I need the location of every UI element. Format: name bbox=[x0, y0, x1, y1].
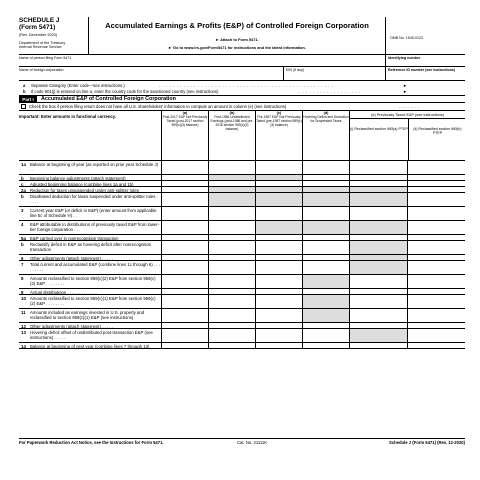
table-row bbox=[19, 261, 465, 275]
amount-cell[interactable] bbox=[407, 343, 465, 348]
amount-cell[interactable] bbox=[255, 261, 302, 274]
table-row bbox=[19, 221, 465, 235]
amount-cell[interactable] bbox=[407, 275, 465, 288]
amount-cell[interactable] bbox=[208, 207, 255, 220]
amount-cell[interactable] bbox=[302, 235, 349, 240]
reference-id-field[interactable]: Reference ID number (see instructions) bbox=[388, 68, 456, 72]
amount-cell[interactable] bbox=[407, 289, 465, 294]
col-c-header bbox=[255, 111, 302, 161]
col-e-title: (e) Previously Taxed E&P (see instructions) bbox=[350, 111, 465, 119]
amount-cell bbox=[208, 187, 255, 192]
amount-cell[interactable] bbox=[161, 235, 208, 240]
amount-cell[interactable] bbox=[349, 275, 407, 288]
important-note bbox=[19, 114, 116, 119]
amount-cell[interactable] bbox=[349, 235, 407, 240]
title-block bbox=[89, 17, 385, 55]
amount-cell bbox=[255, 175, 302, 180]
table-row bbox=[19, 275, 465, 289]
amount-cell[interactable] bbox=[407, 207, 465, 220]
amount-cell[interactable] bbox=[208, 309, 255, 322]
amount-cell[interactable] bbox=[407, 323, 465, 328]
line-a-arrow: ► bbox=[403, 83, 408, 88]
amount-cell[interactable] bbox=[302, 289, 349, 294]
amount-cell[interactable] bbox=[407, 309, 465, 322]
amount-cell[interactable] bbox=[349, 175, 407, 180]
line-description: Other adjustments (attach statement) . . . . . bbox=[30, 323, 113, 329]
foreign-corp-name-field[interactable]: Name of foreign corporation bbox=[19, 68, 64, 72]
line-description: Reclassify deficit in E&P as hovering deficit after nonrecognition transaction bbox=[30, 241, 152, 253]
amount-cell[interactable] bbox=[349, 207, 407, 220]
part1-title: Accumulated E&P of Controlled Foreign Corporation bbox=[41, 96, 176, 102]
line-number: 5a bbox=[21, 236, 26, 241]
amount-cell bbox=[349, 193, 407, 206]
line-number: 7 bbox=[21, 262, 24, 267]
dept-line2: Internal Revenue Service bbox=[19, 45, 62, 50]
amount-cell bbox=[349, 187, 407, 192]
amount-cell bbox=[255, 187, 302, 192]
line-description: Beginning balance adjustments (attach statement) bbox=[30, 175, 126, 181]
amount-cell[interactable] bbox=[161, 175, 208, 180]
amount-cell[interactable] bbox=[302, 175, 349, 180]
amount-cell bbox=[349, 329, 407, 342]
amount-cell[interactable] bbox=[161, 193, 208, 206]
amount-cell[interactable] bbox=[407, 187, 465, 192]
amount-cell[interactable] bbox=[161, 261, 208, 274]
amount-cell[interactable] bbox=[302, 343, 349, 348]
form-id-block bbox=[19, 17, 89, 55]
line-description: Amounts included as earnings invested in U.S. property and reclassified to section 959(c)(1) E&P (see instructions) bbox=[30, 309, 145, 321]
ein-field[interactable]: EIN (if any) bbox=[286, 68, 304, 72]
amount-cell bbox=[302, 187, 349, 192]
amount-cell[interactable] bbox=[208, 181, 255, 186]
amount-cell[interactable] bbox=[208, 275, 255, 288]
amount-cell[interactable] bbox=[161, 187, 208, 192]
amount-cell[interactable] bbox=[161, 241, 208, 254]
amount-cell[interactable] bbox=[302, 241, 349, 254]
col-a-header bbox=[161, 111, 208, 161]
amount-cell[interactable] bbox=[161, 295, 208, 308]
line-a-text: Separate Category (Enter code—see instructions.) bbox=[31, 83, 125, 88]
line-number: b bbox=[21, 176, 24, 181]
amount-cell[interactable] bbox=[349, 181, 407, 186]
amount-cell[interactable] bbox=[161, 221, 208, 234]
amount-cell[interactable] bbox=[302, 207, 349, 220]
line-number: 3 bbox=[21, 208, 24, 213]
col-a-text: Post-2017 E&P Not Previously Taxed (post-2017 section 959(c)(3) balance) bbox=[162, 114, 208, 127]
line-description: Adjusted beginning balance (combine lines 1a and 1b) bbox=[30, 181, 134, 187]
table-row bbox=[19, 295, 465, 309]
line-a-dots: . . . . . . . . . . . . . . . . . . . . . . . . . . . . . . . . . . . . . . . . . . . . . . . . . . bbox=[159, 83, 334, 88]
amount-cell[interactable] bbox=[349, 161, 407, 174]
line-number: 13 bbox=[21, 330, 26, 335]
attach-note: ► Attach to Form 5471. bbox=[215, 37, 259, 42]
form-page bbox=[19, 17, 465, 463]
line-number: 2a bbox=[21, 188, 26, 193]
amount-cell[interactable] bbox=[255, 275, 302, 288]
line-number: 10 bbox=[21, 296, 26, 301]
amount-cell[interactable] bbox=[349, 289, 407, 294]
line-number: b bbox=[21, 242, 24, 247]
line-description: E&P carried over in nonrecognition transaction bbox=[30, 235, 119, 241]
amount-cell bbox=[302, 295, 349, 308]
amount-cell[interactable] bbox=[349, 309, 407, 322]
line-description: Balance at beginning of year (as reported on prior year Schedule J) . . bbox=[30, 161, 159, 173]
amount-cell[interactable] bbox=[161, 181, 208, 186]
amount-cell[interactable] bbox=[407, 329, 465, 342]
line-description: Hovering deficit offset of undistributed post-transaction E&P (see instructions) . . . . . bbox=[30, 329, 153, 341]
category-lines bbox=[19, 81, 465, 95]
amount-cell bbox=[255, 193, 302, 206]
form-title: Accumulated Earnings & Profits (E&P) of Controlled Foreign Corporation bbox=[105, 21, 369, 30]
amount-cell[interactable] bbox=[208, 343, 255, 348]
omb-block bbox=[385, 17, 465, 55]
amount-cell[interactable] bbox=[208, 261, 255, 274]
amount-cell[interactable] bbox=[302, 255, 349, 260]
amount-cell[interactable] bbox=[302, 323, 349, 328]
line-description: Amounts reclassified to section 959(c)(2) E&P from section 959(c)(3) E&P . . . . . . . . bbox=[30, 275, 156, 287]
col-e-header bbox=[349, 111, 465, 161]
amount-cell[interactable] bbox=[407, 255, 465, 260]
amount-cell[interactable] bbox=[255, 161, 302, 174]
amount-cell[interactable] bbox=[208, 221, 255, 234]
line-description: Disallowed deduction for taxes suspended under anti-splitter rules . . . . . bbox=[30, 193, 158, 205]
table-row bbox=[19, 343, 465, 349]
amount-cell[interactable] bbox=[161, 309, 208, 322]
line-number: 8 bbox=[21, 276, 24, 281]
amount-cell[interactable] bbox=[407, 235, 465, 240]
table-row bbox=[19, 241, 465, 255]
line-description: Current year E&P (or deficit in E&P) (enter amount from applicable line 5c of Schedule H) . . bbox=[30, 207, 157, 219]
amount-cell[interactable] bbox=[302, 181, 349, 186]
instructions-link[interactable]: ► Go to www.irs.gov/Form5471 for instructions and the latest information. bbox=[168, 45, 306, 50]
col-e-ii: (ii) Reclassified section 965(b) PTEP bbox=[408, 119, 466, 161]
amount-cell bbox=[302, 275, 349, 288]
amount-cell[interactable] bbox=[208, 323, 255, 328]
line-number: 1a bbox=[21, 162, 26, 167]
amount-cell[interactable] bbox=[255, 255, 302, 260]
amount-cell[interactable] bbox=[407, 261, 465, 274]
amount-cell[interactable] bbox=[407, 295, 465, 308]
amount-cell[interactable] bbox=[161, 289, 208, 294]
line-number: 11 bbox=[21, 310, 26, 315]
line-description: Amounts reclassified to section 959(c)(1) E&P from section 959(c)(2) E&P . . . . . . . . bbox=[30, 295, 156, 307]
identifying-number-field[interactable]: Identifying number bbox=[388, 55, 421, 60]
amount-cell[interactable] bbox=[208, 235, 255, 240]
amount-cell[interactable] bbox=[208, 255, 255, 260]
table-row bbox=[19, 161, 465, 175]
col-e-i: (i) Reclassified section 965(a) PTEP bbox=[350, 127, 408, 131]
col-c-text: Pre-1987 E&P Not Previously Taxed (pre-1987 section 959(c)(3) balance) bbox=[256, 114, 302, 127]
table-row bbox=[19, 309, 465, 323]
amount-cell[interactable] bbox=[407, 175, 465, 180]
col-a-letter: (a) bbox=[182, 111, 188, 115]
line-b-text: If code 901(j) is entered on line a, enter the country code for the sanctioned country (see instructions) bbox=[31, 89, 219, 94]
form-footer bbox=[19, 438, 465, 446]
amount-cell[interactable] bbox=[161, 255, 208, 260]
amount-cell[interactable] bbox=[302, 261, 349, 274]
part1-label: Part I bbox=[19, 96, 37, 103]
amount-cell[interactable] bbox=[255, 295, 302, 308]
line-b-arrow: ► bbox=[403, 89, 408, 94]
amount-cell bbox=[349, 221, 407, 234]
amount-cell bbox=[208, 175, 255, 180]
amount-cell[interactable] bbox=[302, 329, 349, 342]
table-row bbox=[19, 207, 465, 221]
paperwork-notice: For Paperwork Reduction Act Notice, see the Instructions for Form 5471. bbox=[19, 440, 164, 445]
amount-cell[interactable] bbox=[161, 207, 208, 220]
col-d-header bbox=[302, 111, 349, 161]
line-description: Reduction for taxes unsuspended under anti-splitter rules bbox=[30, 187, 139, 193]
form-number: (Form 5471) bbox=[19, 24, 56, 31]
amount-cell[interactable] bbox=[407, 221, 465, 234]
line-number: 12 bbox=[21, 324, 26, 329]
line-b-dots: . . . . . . . . . . . . . . . . . . bbox=[299, 89, 361, 94]
line-description: Other adjustments (attach statement) . . . . . bbox=[30, 255, 113, 261]
line-number: c bbox=[21, 182, 24, 187]
footer-form-id: Schedule J (Form 5471) (Rev. 12-2020) bbox=[388, 440, 465, 445]
part1-header bbox=[19, 95, 465, 103]
line-number: 6 bbox=[21, 256, 24, 261]
department bbox=[19, 41, 65, 50]
amount-cell[interactable] bbox=[349, 295, 407, 308]
line-number: 14 bbox=[21, 344, 26, 349]
column-headers bbox=[19, 111, 465, 161]
dept-line1: Department of the Treasury bbox=[19, 41, 66, 45]
check-dots: . . . . . . . . . bbox=[399, 104, 419, 109]
amount-cell[interactable] bbox=[407, 161, 465, 174]
amount-cell[interactable] bbox=[349, 343, 407, 348]
line-description: Actual distributions . . . . . . . . . . . . . bbox=[30, 289, 98, 295]
check-text: Check the box if person filing return does not have all U.S. shareholders' information to compute an amount in column (e) (see instructions) bbox=[29, 104, 287, 109]
line-a-letter: a bbox=[23, 83, 26, 88]
line-b-letter: b bbox=[23, 89, 26, 94]
table-row bbox=[19, 193, 465, 207]
col-d-text: Hovering Deficit and Deduction for Suspended Taxes bbox=[303, 114, 349, 123]
line-number: 9 bbox=[21, 290, 24, 295]
line-description: Total current and accumulated E&P (combine lines 1c through 6) . . . . . . . . . bbox=[30, 261, 160, 273]
line-description: Balance at beginning of next year (combine lines 7 through 13) bbox=[30, 343, 150, 349]
amount-cell[interactable] bbox=[208, 289, 255, 294]
amount-cell[interactable] bbox=[161, 275, 208, 288]
omb-number: OMB No. 1545-0123 bbox=[390, 36, 423, 40]
table-row bbox=[19, 329, 465, 343]
important-label: Important: Enter amounts in functional currency. bbox=[19, 114, 116, 119]
check-row bbox=[19, 103, 465, 111]
amount-cell[interactable] bbox=[208, 329, 255, 342]
amount-cell[interactable] bbox=[208, 241, 255, 254]
amount-cell[interactable] bbox=[161, 343, 208, 348]
filer-row bbox=[19, 55, 465, 67]
line-description: E&P attributable to distributions of previously taxed E&P from lower-tier foreign corporation . . . bbox=[30, 221, 160, 233]
line-number: b bbox=[21, 194, 24, 199]
col-b-text: Post-1986 Undistributed Earnings (post-1986 and pre-2018 section 959(c)(3) balance) bbox=[210, 114, 254, 131]
form-header bbox=[19, 17, 465, 55]
amount-cell[interactable] bbox=[407, 181, 465, 186]
shareholder-info-checkbox[interactable] bbox=[21, 104, 26, 109]
amount-cell[interactable] bbox=[208, 295, 255, 308]
amount-cell bbox=[302, 193, 349, 206]
amount-cell[interactable] bbox=[255, 323, 302, 328]
amount-cell[interactable] bbox=[407, 241, 465, 254]
amount-cell[interactable] bbox=[255, 207, 302, 220]
catalog-number: Cat. No. 21111K bbox=[237, 440, 268, 445]
amount-cell[interactable] bbox=[255, 309, 302, 322]
schedule-label: SCHEDULE J bbox=[19, 17, 60, 24]
amount-cell[interactable] bbox=[302, 161, 349, 174]
col-d-letter: (d) bbox=[323, 111, 329, 115]
amount-cell bbox=[255, 221, 302, 234]
col-b-header bbox=[208, 111, 255, 161]
amount-cell[interactable] bbox=[161, 323, 208, 328]
amount-cell[interactable] bbox=[255, 241, 302, 254]
amount-cell[interactable] bbox=[161, 161, 208, 174]
amount-cell bbox=[349, 261, 407, 274]
filer-name-field[interactable]: Name of person filing Form 5471 bbox=[19, 55, 72, 60]
line-number: 4 bbox=[21, 222, 24, 227]
revision-date: (Rev. December 2020) bbox=[19, 33, 58, 37]
amount-cell bbox=[208, 193, 255, 206]
amount-cell bbox=[302, 309, 349, 322]
amount-cell[interactable] bbox=[255, 329, 302, 342]
amount-cell bbox=[302, 221, 349, 234]
amount-cell[interactable] bbox=[255, 181, 302, 186]
amount-cell[interactable] bbox=[208, 161, 255, 174]
col-b-letter: (b) bbox=[229, 111, 235, 115]
amount-cell[interactable] bbox=[349, 323, 407, 328]
amount-cell[interactable] bbox=[255, 235, 302, 240]
amount-cell[interactable] bbox=[255, 289, 302, 294]
amount-cell[interactable] bbox=[161, 329, 208, 342]
corporation-row bbox=[19, 67, 465, 81]
amount-cell[interactable] bbox=[407, 193, 465, 206]
amount-cell bbox=[349, 241, 407, 254]
amount-cell bbox=[349, 255, 407, 260]
col-c-letter: (c) bbox=[276, 111, 282, 115]
amount-cell[interactable] bbox=[255, 343, 302, 348]
